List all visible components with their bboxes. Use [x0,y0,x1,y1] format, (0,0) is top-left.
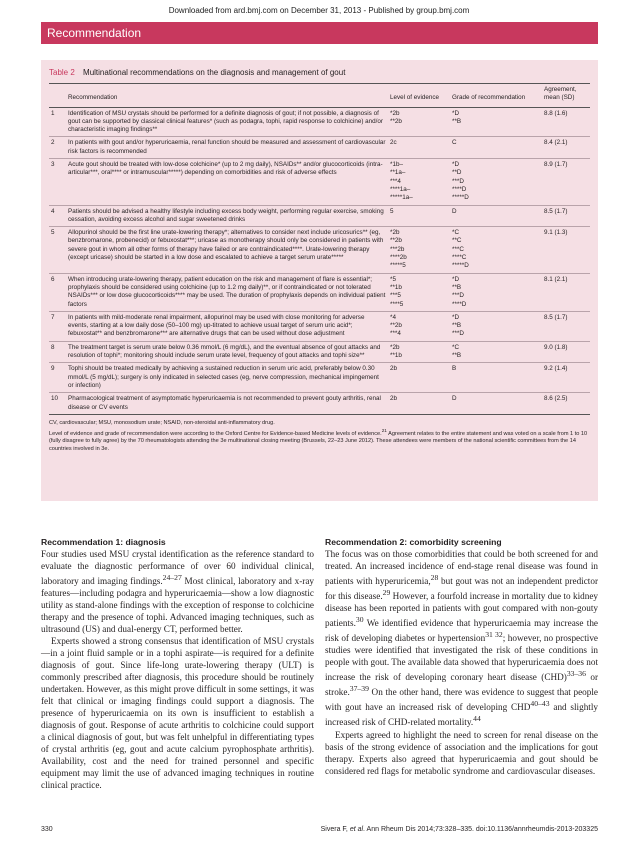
row-level-line: 2b [390,395,398,403]
row-level [388,107,450,137]
left-column [41,536,314,791]
row-level [388,205,450,227]
row-recommendation: Identification of MSU crystals should be performed for a definite diagnosis of gout; if not possible, a diagnosis of gout can be supported by classical clinical features* (such as podagra, tophi, rapid response to colchicine) and/or characteristic imaging findings** [66,107,388,137]
row-level-line: ****2b [390,254,407,262]
row-recommendation: In patients with gout and/or hyperuricaemia, renal function should be measured and assessment of cardiovascular risk factors is recommended [66,137,388,159]
row-grade-line: ***D [452,177,464,185]
header-num [49,84,66,108]
row-grade-line: *D [452,275,459,283]
row-grade-line: *****D [452,262,469,270]
row-number: 2 [49,137,66,159]
footnote-abbreviations: CV, cardiovascular; MSU, monosodium urate; NSAID, non-steroidal anti-inflammatory drug. [49,419,275,426]
row-level-line: **1b [390,283,402,291]
row-grade [450,205,542,227]
table-row [49,137,590,159]
row-agreement: 8.1 (2.1) [542,273,590,311]
row-grade-line: **C [452,237,462,245]
row-number: 7 [49,311,66,341]
row-grade-line: *C [452,343,459,351]
table-row [49,393,590,415]
row-number: 10 [49,393,66,415]
right-column [325,536,598,777]
row-recommendation: Acute gout should be treated with low-dose colchicine* (up to 2 mg daily), NSAIDs** and/or glucocorticoids (intra-articular***, oral**** or intramuscular*****) depending on comorbidities and risk of adverse effects [66,159,388,205]
row-recommendation: Pharmacological treatment of asymptomatic hyperuricaemia is not recommended to prevent gouty arthritis, renal disease or CV events [66,393,388,415]
row-grade [450,107,542,137]
page-footer [41,826,598,838]
row-agreement: 8.4 (2.1) [542,137,590,159]
page-number: 330 [41,826,53,833]
row-grade-line: *D [452,313,459,321]
section-banner: Recommendation [41,22,598,44]
row-level-line: *2b [390,229,400,237]
row-level [388,363,450,393]
row-grade-line: **B [452,283,462,291]
row-level [388,159,450,205]
row-level [388,341,450,363]
header-level: Level of evidence [388,84,450,108]
row-grade-line: ****D [452,300,467,308]
row-grade [450,341,542,363]
row-grade-line: D [452,207,457,215]
citation-ref: 24–27 [162,573,182,582]
row-agreement: 8.9 (1.7) [542,159,590,205]
row-grade-line: ***D [452,330,464,338]
row-level [388,311,450,341]
row-level [388,227,450,273]
section-heading-comorbidity: Recommendation 2: comorbidity screening [325,537,502,547]
header-recommendation: Recommendation [66,84,388,108]
row-number: 1 [49,107,66,137]
recommendations-table [49,83,590,415]
table-row [49,159,590,205]
row-agreement: 9.0 (1.8) [542,341,590,363]
row-grade-line: **B [452,117,462,125]
row-number: 5 [49,227,66,273]
row-level-line: 2b [390,365,398,373]
row-grade-line: ***C [452,245,464,253]
row-agreement: 9.2 (1.4) [542,363,590,393]
citation-ref: 40–43 [530,699,550,709]
table-caption [49,68,590,77]
citation-ref: 28 [430,573,439,582]
row-grade-line: B [452,365,457,373]
table-row [49,341,590,363]
table-number: Table 2 [49,68,75,77]
citation-ref: 37–39 [349,684,369,694]
table-footnotes [49,420,590,453]
row-agreement: 8.5 (1.7) [542,205,590,227]
row-grade-line: ***D [452,292,464,300]
row-level [388,273,450,311]
row-level-line: ***4 [390,177,401,185]
table-row [49,311,590,341]
row-recommendation: Tophi should be treated medically by achieving a sustained reduction in serum uric acid, preferably below 0.30 mmol/L (5 mg/dL); surgery is only indicated in selected cases (eg, nerve compression, mechanical impingement or infection) [66,363,388,393]
paragraph: The focus was on those comorbidities that could be both screened for and treated. An increased incidence of end-stage renal disease was found in patients with hyperuricemia,$^{28}$ but gout was not an independent predictor for this disease.$^{29}$ However, a fourfold increase in mortality due to kidney disease has been reported in patients with gout compared with non-gouty patients.$^{30}$ We identified evidence that hyperuricaemia may increase the risk of developing diabetes or hypertension$^{31 32}$; however, no prospective studies were identified that investigated the risk of these conditions in people with gout. The available data showed that hyperuricaemia does not increase the risk of developing coronary heart disease (CHD)$^{33-36}$ or stroke.$^{37-39}$ On the other hand, there was evidence to suggest that people with gout have an increased risk of developing CHD$^{40-43}$ and slightly increased risk of CHD-related mortality.$^{44}$ [325,549,599,728]
row-grade-line: C [452,139,457,147]
row-level-line: *****1a– [390,194,413,202]
row-level-line: ***2b [390,245,405,253]
row-agreement: 8.8 (1.6) [542,107,590,137]
row-grade [450,137,542,159]
row-grade-line: ****C [452,254,467,262]
citation-ref: 29 [382,588,391,598]
citation-ref: 33–36 [566,669,586,679]
row-level-line: ****5 [390,300,404,308]
row-level-line: 5 [390,207,394,215]
row-grade-line: *D [452,109,459,117]
row-level-line: ***4 [390,330,401,338]
row-number: 8 [49,341,66,363]
row-grade [450,363,542,393]
row-level-line: *****5 [390,262,406,270]
row-level-line: **1b [390,352,402,360]
header-grade: Grade of recommendation [450,84,542,108]
row-grade-line: *****D [452,194,469,202]
table-row [49,273,590,311]
paragraph: Four studies used MSU crystal identification as the reference standard to evaluate the diagnostic performance of over 60 individual clinical, laboratory and imaging findings.$^{24-27}$ Most clinical, laboratory and x-ray features—including podagra and hyperuricaemia—show a low diagnostic utility as stand-alone findings with the exception of response to colchicine therapy and the presence of tophi. Advanced imaging techniques, such as ultrasound (US) and dual-energy CT, performed better. [41,549,315,635]
table-header-row [49,84,590,108]
row-recommendation: Patients should be advised a healthy lifestyle including excess body weight, performing regular exercise, smoking cessation, avoiding excess alcohol and sugar sweetened drinks [66,205,388,227]
citation-ref: 44 [473,714,481,724]
table-row [49,205,590,227]
row-level-line: **2b [390,117,402,125]
download-note: Downloaded from ard.bmj.com on December 31, 2013 - Published by group.bmj.com [168,6,470,15]
row-agreement: 9.1 (1.3) [542,227,590,273]
row-level [388,393,450,415]
row-grade-line: **D [452,169,462,177]
footnote-methods: Level of evidence and grade of recommendation were according to the Oxford Centre for Evidence-based Medicine levels of evidence.$^{21}$ Agreement relates to the entire statement and was voted on a scale from 1 to 10 (fully disagree to fully agree) by the 70 rheumatologists attending the 3e multinational closing meeting (Brussels, 22–23 June 2012). These attendees were members of the national scientific committees from the 14 countries involved in 3e. [49,428,588,452]
row-grade-line: *D [452,161,459,169]
row-level-line: *2b [390,343,400,351]
row-level-line: **2b [390,322,402,330]
row-grade [450,393,542,415]
row-number: 3 [49,159,66,205]
footnote-ref: 21 [381,428,387,434]
table-body [49,107,590,414]
row-recommendation: Allopurinol should be the first line urate-lowering therapy*; alternatives to consider next include uricosurics** (eg, benzbromarone, probenecid) or febuxostat***; uricase as monotherapy should only be considered in patients with severe gout in whom all other forms of therapy have failed or are contraindicated****. Urate-lowering therapy (except uricase) should be started in a low dose and escalated to achieve a target serum urate***** [66,227,388,273]
row-number: 4 [49,205,66,227]
row-agreement: 8.5 (1.7) [542,311,590,341]
row-grade [450,311,542,341]
row-recommendation: The treatment target is serum urate below 0.36 mmol/L (6 mg/dL), and the eventual absence of gout attacks and resolution of tophi*; monitoring should include serum urate level, frequency of gout attacks and tophi size** [66,341,388,363]
table-title: Multinational recommendations on the diagnosis and management of gout [83,68,346,77]
row-grade-line: **B [452,322,462,330]
row-level-line: 2c [390,139,397,147]
table-container [41,60,598,501]
table-row [49,363,590,393]
paragraph: Experts showed a strong consensus that identification of MSU crystals—in a joint fluid sample or in a tophi aspirate—is required for a definite diagnosis of gout. Since life-long urate-lowering therapy (ULT) is commonly prescribed after diagnosis, this procedure should be routinely undertaken. However, as this might prove difficult in some settings, it was felt that clinical or imaging findings could support a diagnosis. The presence of hyperuricaemia on its own is insufficient to establish a diagnosis of gout. Response of acute arthritis to colchicine could support a clinical diagnosis of gout, but was felt unhelpful in differentiating types of crystal arthritis (eg, gout and acute calcium pyrophosphate arthritis). Availability, cost and the need for trained personnel and specific equipment may limit the use of advanced imaging techniques in routine clinical practice. [41,636,314,791]
row-level-line: *4 [390,313,396,321]
header-agreement: Agreement, mean (SD) [542,84,590,108]
row-number: 6 [49,273,66,311]
row-level-line: **1a– [390,169,406,177]
row-level-line: *5 [390,275,396,283]
row-level-line: **2b [390,237,402,245]
row-grade [450,159,542,205]
row-grade [450,227,542,273]
row-number: 9 [49,363,66,393]
row-level [388,137,450,159]
row-grade-line: ****D [452,185,467,193]
row-grade-line: *C [452,229,459,237]
citation-ref: 30 [355,615,364,625]
paragraph: Experts agreed to highlight the need to screen for renal disease on the basis of the strong evidence of association and the implications for gout therapy. Experts also agreed that hyperuricaemia and gout should be considered red flags for metabolic syndrome and cardiovascular diseases. [325,729,598,776]
row-agreement: 8.6 (2.5) [542,393,590,415]
row-grade-line: D [452,395,457,403]
row-level-line: ***5 [390,292,401,300]
table-row [49,107,590,137]
row-level-line: *1b– [390,161,403,169]
row-level-line: *2b [390,109,400,117]
article-citation: Sivera F, et al. Ann Rheum Dis 2014;73:328–335. doi:10.1136/annrheumdis-2013-203325 [320,826,598,833]
citation-ref: 31 32 [485,630,503,640]
row-recommendation: When introducing urate-lowering therapy, patient education on the risk and management of flare is essential*; prophylaxis should be considered using colchicine (up to 1.2 mg daily)**, or if contraindicated or not tolerated NSAIDs*** or low dose glucocorticoids**** may be used. The duration of prophylaxis depends on individual patient factors [66,273,388,311]
table-row [49,227,590,273]
row-level-line: ****1a– [390,185,411,193]
row-grade [450,273,542,311]
section-heading-diagnosis: Recommendation 1: diagnosis [41,537,166,547]
row-grade-line: **B [452,352,462,360]
row-recommendation: In patients with mild-moderate renal impairment, allopurinol may be used with close monitoring for adverse events, starting at a low daily dose (50–100 mg) up-titrated to achieve usual target of serum uric acid*; febuxostat** and benzbromarone*** are alternative drugs that can be used without dose adjustment [66,311,388,341]
